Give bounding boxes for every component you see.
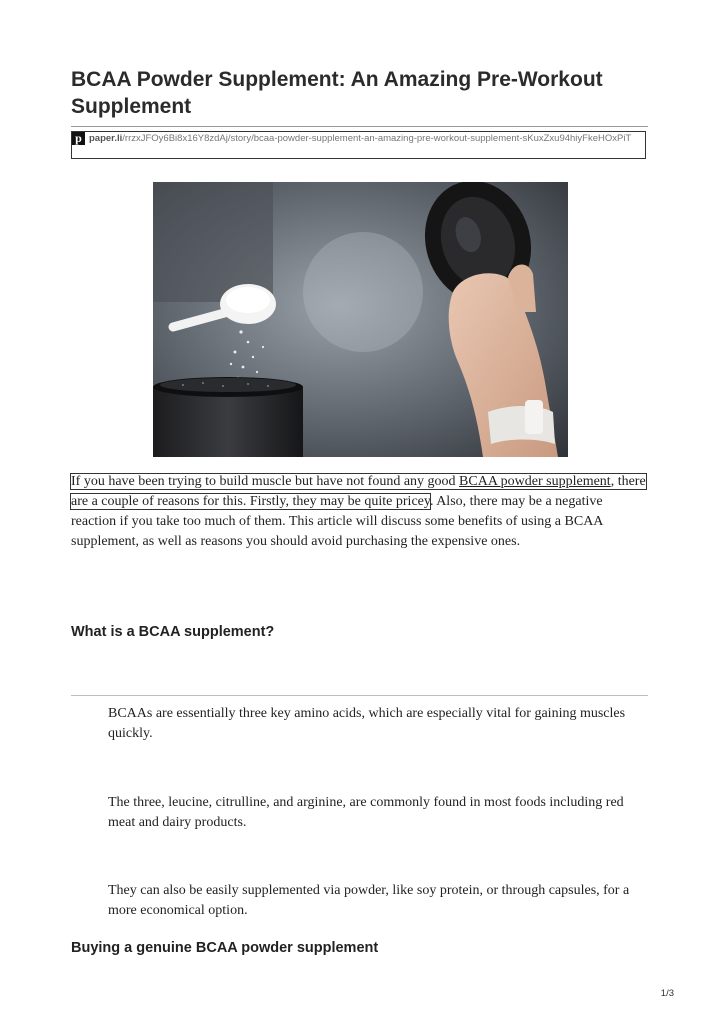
page-number: 1/3 [660, 988, 674, 999]
intro-text-rest: . Also, there may be a negative reaction if you take too much of them. This article will discuss some benefits of using a BCAA supplement, as well as reasons you should avoid purchasing the expensive ones. [71, 494, 603, 549]
source-domain[interactable]: paper.li [89, 133, 123, 144]
section-divider [71, 695, 648, 696]
intro-text-before-link: If you have been trying to build muscle but have not found any good [71, 474, 460, 489]
section-heading-buying-genuine: Buying a genuine BCAA powder supplement [71, 940, 379, 956]
paperli-logo-icon: p [72, 132, 85, 145]
intro-paragraph [71, 472, 646, 552]
bcaa-powder-supplement-link[interactable]: BCAA powder supplement [459, 474, 611, 489]
section1-paragraph-1: BCAAs are essentially three key amino acids, which are especially vital for gaining muscles quickly. [108, 706, 626, 741]
intro-text-after-link: , there are a couple of reasons for this. Firstly, they may be quite pricey [71, 474, 646, 509]
section1-paragraph-3: They can also be easily supplemented via powder, like soy protein, or through capsules, for a more economical option. [108, 883, 630, 918]
section1-paragraph-2: The three, leucine, citrulline, and arginine, are commonly found in most foods including red meat and dairy products. [108, 795, 624, 830]
source-url-box[interactable] [71, 131, 646, 159]
section-heading-what-is-bcaa: What is a BCAA supplement? [71, 624, 275, 640]
scoop-powder-shaker-icon [153, 182, 568, 457]
article-title: BCAA Powder Supplement: An Amazing Pre-Workout Supplement [71, 68, 603, 118]
hero-image [153, 182, 568, 457]
title-divider [71, 126, 648, 127]
source-path[interactable]: /rrzxJFOy6Bi8x16Y8zdAj/story/bcaa-powder-supplement-an-amazing-pre-workout-supplement-sKuxZxu94hiyFkeHOxPiT [122, 133, 632, 144]
